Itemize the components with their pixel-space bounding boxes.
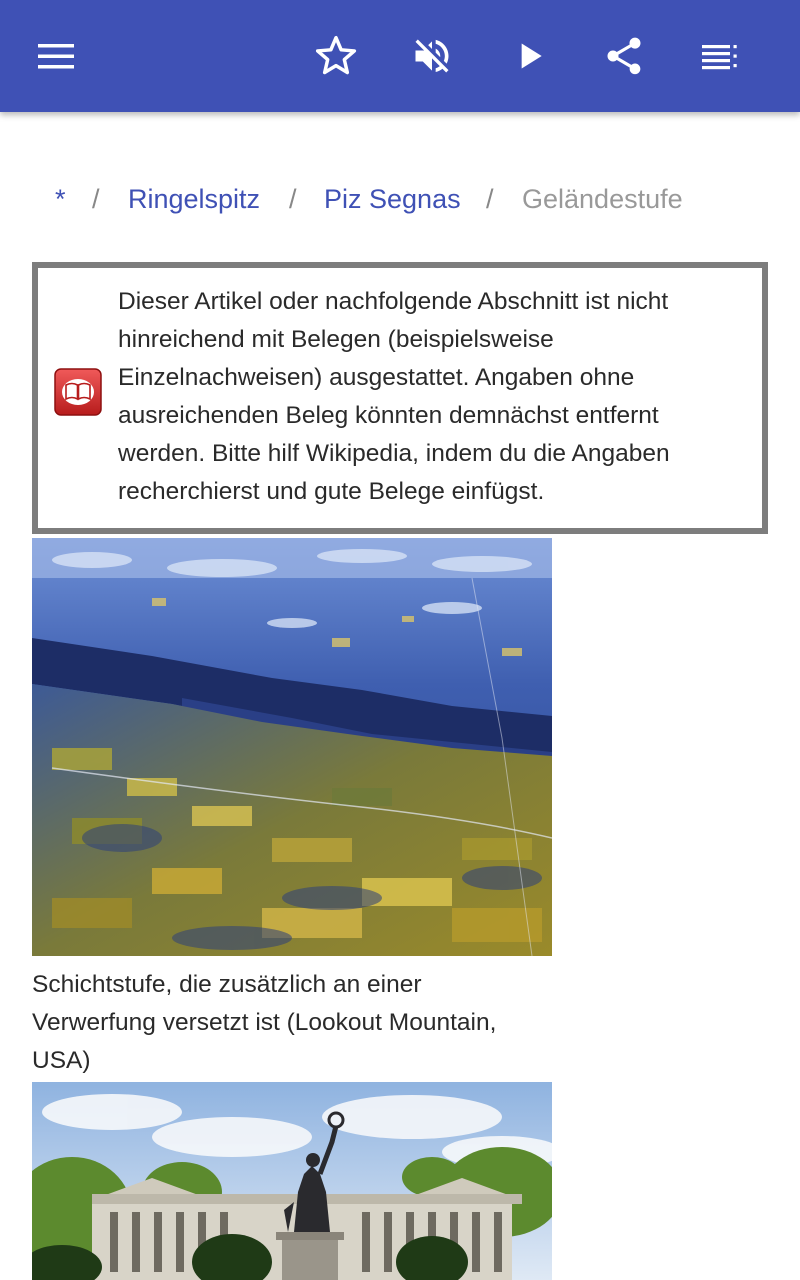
menu-icon[interactable] [28, 28, 84, 84]
breadcrumb-separator: / [92, 184, 100, 214]
breadcrumb-link-piz-segnas[interactable]: Piz Segnas [324, 184, 461, 214]
share-icon[interactable] [596, 28, 652, 84]
breadcrumb-current: Geländestufe [522, 184, 683, 214]
play-icon[interactable] [502, 28, 558, 84]
citation-notice-box [32, 262, 768, 534]
notice-text: Dieser Artikel oder nachfolgende Abschnitt ist nicht hinreichend mit Belegen (beispielsweise Einzelnachweisen) ausgestattet. Angaben ohne ausreichenden Beleg könnten demnächst entfernt werden. Bitte hilf Wikipedia, indem du die Angaben recherchierst und gute Belege einfügst. [118, 288, 670, 505]
breadcrumb-home-link[interactable]: * [55, 184, 66, 214]
app-bar [0, 0, 800, 112]
volume-off-icon[interactable] [404, 28, 460, 84]
breadcrumb-separator: / [486, 184, 494, 214]
star-icon[interactable] [308, 28, 364, 84]
bavaria-statue-image[interactable] [32, 1082, 552, 1280]
breadcrumb [0, 176, 800, 222]
aerial-escarpment-image[interactable] [32, 538, 552, 956]
book-icon [54, 368, 102, 416]
breadcrumb-separator: / [289, 184, 297, 214]
figure-caption: Schichtstufe, die zusätzlich an einer Verwerfung versetzt ist (Lookout Mountain, USA) [32, 971, 497, 1074]
playlist-icon[interactable] [692, 28, 748, 84]
breadcrumb-link-ringelspitz[interactable]: Ringelspitz [128, 184, 261, 214]
